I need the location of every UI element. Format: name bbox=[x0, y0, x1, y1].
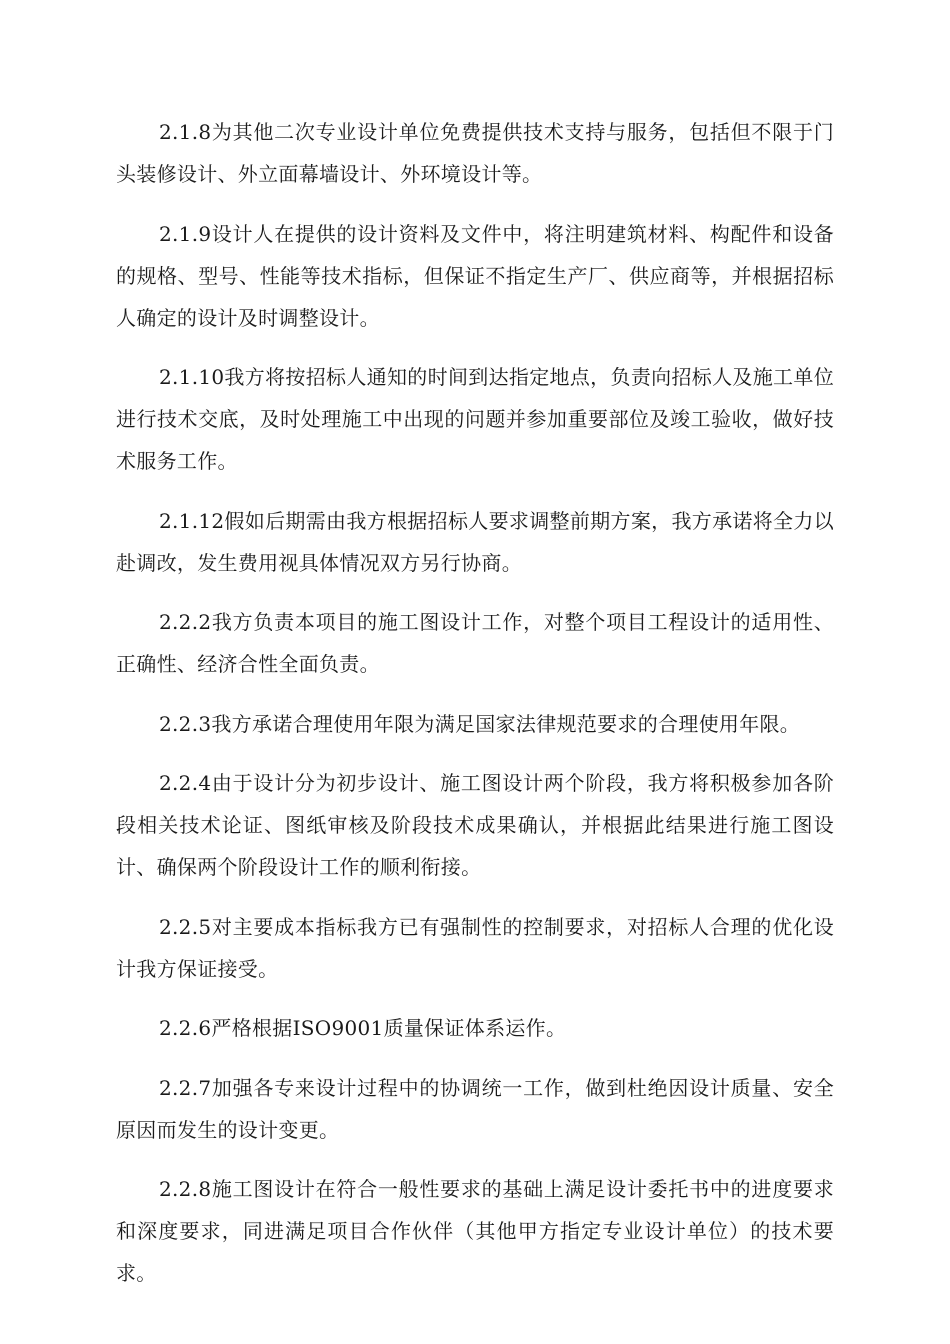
document-body bbox=[116, 111, 834, 1312]
paragraph-2-1-10: 2.1.10我方将按招标人通知的时间到达指定地点，负责向招标人及施工单位进行技术交底，及时处理施工中出现的问题并参加重要部位及竣工验收，做好技术服务工作。 bbox=[116, 365, 834, 473]
paragraph-2-2-3: 2.2.3我方承诺合理使用年限为满足国家法律规范要求的合理使用年限。 bbox=[159, 711, 801, 736]
paragraph-2-2-2: 2.2.2我方负责本项目的施工图设计工作，对整个项目工程设计的适用性、正确性、经济合性全面负责。 bbox=[116, 610, 834, 676]
paragraph-2-2-6: 2.2.6严格根据ISO9001质量保证体系运作。 bbox=[159, 1016, 567, 1040]
paragraph-2-2-7: 2.2.7加强各专来设计过程中的协调统一工作，做到杜绝因设计质量、安全原因而发生的设计变更。 bbox=[116, 1075, 834, 1142]
paragraph-2-2-4: 2.2.4由于设计分为初步设计、施工图设计两个阶段，我方将积极参加各阶段相关技术论证、图纸审核及阶段技术成果确认，并根据此结果进行施工图设计、确保两个阶段设计工作的顺利衔接。 bbox=[116, 771, 834, 879]
paragraph-2-1-9: 2.1.9设计人在提供的设计资料及文件中，将注明建筑材料、构配件和设备的规格、型号、性能等技术指标，但保证不指定生产厂、供应商等，并根据招标人确定的设计及时调整设计。 bbox=[116, 221, 834, 330]
paragraph-2-1-12: 2.1.12假如后期需由我方根据招标人要求调整前期方案，我方承诺将全力以赴调改，发生费用视具体情况双方另行协商。 bbox=[116, 508, 834, 575]
paragraph-2-2-5: 2.2.5对主要成本指标我方已有强制性的控制要求，对招标人合理的优化设计我方保证接受。 bbox=[116, 914, 834, 981]
paragraph-2-1-8: 2.1.8为其他二次专业设计单位免费提供技术支持与服务，包括但不限于门头装修设计、外立面幕墙设计、外环境设计等。 bbox=[116, 120, 834, 186]
paragraph-2-2-8: 2.2.8施工图设计在符合一般性要求的基础上满足设计委托书中的进度要求和深度要求，同进满足项目合作伙伴（其他甲方指定专业设计单位）的技术要求。 bbox=[116, 1177, 834, 1285]
